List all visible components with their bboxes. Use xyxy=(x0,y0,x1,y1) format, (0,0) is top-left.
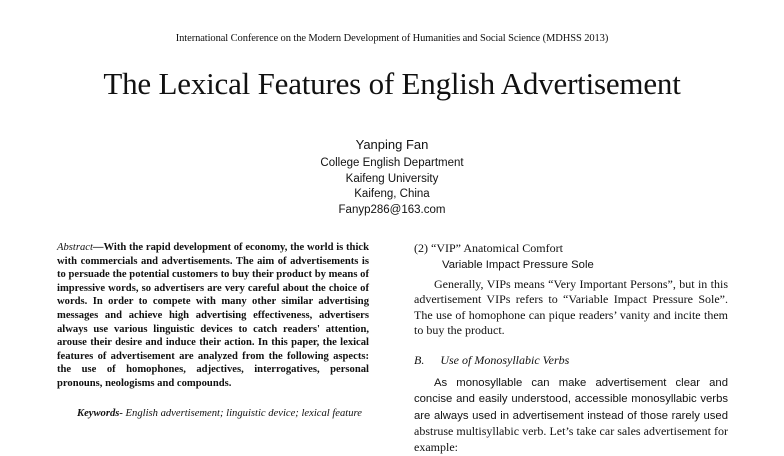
monosyllabic-paragraph xyxy=(414,375,728,456)
section-heading xyxy=(414,353,728,369)
monosyllabic-text-b: abstruse multisyllabic verb. Let’s take car sales advertisement for example: xyxy=(414,424,728,454)
keywords-text: English advertisement; linguistic device; lexical feature xyxy=(122,407,362,419)
keywords-paragraph xyxy=(57,407,369,421)
keywords-label: Keywords- xyxy=(77,407,123,419)
affiliation-university: Kaifeng University xyxy=(345,172,439,185)
homophone-paragraph: Generally, VIPs means “Very Important Persons”, but in this advertisement VIPs refers to “Variable Impact Pressure Sole”. The use of homophone can pique readers’ vanity and incite them to buy the product. xyxy=(414,276,728,338)
abstract-text: —With the rapid development of economy, the world is thick with commercials and advertisements. The aim of advertisements is to persuade the potential customers to buy their product by means of impressive words, so advertisers are very careful about the choice of words. In order to compete with many other similar advertising messages and achieve high advertising effectiveness, advertisers always use various linguistic devices to catch readers' attention, arouse their desire and induce their action. In this paper, the lexical features of advertisement are analyzed from the following aspects: the use of homophones, adjectives, interrogatives, personal pronouns, neologisms and compounds. xyxy=(57,242,369,389)
left-column xyxy=(57,241,369,420)
example-subline: Variable Impact Pressure Sole xyxy=(442,258,594,271)
affiliation-location: Kaifeng, China xyxy=(354,188,430,200)
abstract-label: Abstract xyxy=(57,242,93,253)
abstract-paragraph xyxy=(57,241,369,391)
affiliation-department: College English Department xyxy=(320,157,464,169)
section-title: Use of Monosyllabic Verbs xyxy=(440,352,570,367)
monosyllabic-text-a: As monosyllable can make advertisement clear and concise and easily understood, accessible monosyllabic verbs are always used in advertisement instead of those rarely used xyxy=(414,376,728,422)
author-block xyxy=(0,134,784,218)
author-name: Yanping Fan xyxy=(355,137,429,152)
example-heading: (2) “VIP” Anatomical Comfort xyxy=(414,241,563,255)
section-number: B. xyxy=(414,352,425,367)
right-column xyxy=(414,241,728,456)
paper-title: The Lexical Features of English Advertisement xyxy=(103,66,681,101)
author-email: Fanyp286@163.com xyxy=(338,203,446,216)
conference-header: International Conference on the Modern Development of Humanities and Social Science (MDHSS 2013) xyxy=(175,33,609,44)
